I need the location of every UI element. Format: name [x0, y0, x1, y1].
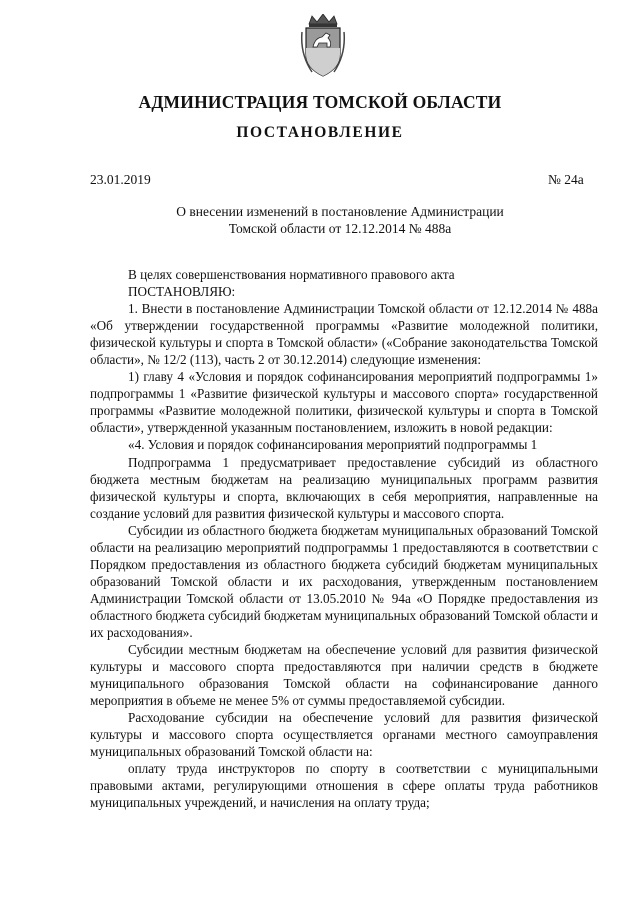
tomsk-region-coat-of-arms-icon	[300, 14, 346, 80]
resolve-heading: ПОСТАНОВЛЯЮ:	[128, 284, 236, 300]
document-subject	[0, 203, 640, 237]
document-type: ПОСТАНОВЛЕНИЕ	[236, 124, 404, 141]
subject-line-2: Томской области от 12.12.2014 № 488а	[228, 221, 452, 236]
paragraph-6: Расходование субсидии на обеспечение условий для развития физической культуры и массового спорта осуществляется органами местного самоуправления муниципальных образований Томской области на:	[90, 710, 598, 760]
paragraph-1: 1. Внести в постановление Администрации Томской области от 12.12.2014 № 488а «Об утверждении государственной программы «Развитие молодежной политики, физической культуры и спорта в Томской области» («Собрание законодательства Томской области», № 12/2 (113), часть 2 от 30.12.2014) следующие изменения:	[90, 301, 598, 368]
chapter-heading: «4. Условия и порядок софинансирования мероприятий подпрограммы 1	[128, 437, 538, 453]
preamble: В целях совершенствования нормативного правового акта	[128, 267, 455, 282]
paragraph-7: оплату труда инструкторов по спорту в соответствии с муниципальными правовыми актами, регулирующими отношения в сфере оплаты труда работников муниципальных учреждений, и начисления на оплату труда;	[90, 761, 598, 811]
paragraph-3: Подпрограмма 1 предусматривает предоставление субсидий из областного бюджета местным бюджетам на реализацию муниципальных программ развития физической культуры и спорта, включающих в себя мероприятия, направленные на создание условий для развития физической культуры и массового спорта.	[90, 454, 598, 521]
paragraph-5: Субсидии местным бюджетам на обеспечение условий для развития физической культуры и массового спорта предоставляются при наличии средств в бюджете муниципального образования Томской области на софинансирование данного мероприятия в объеме не менее 5% от суммы предоставляемой субсидии.	[90, 642, 598, 709]
paragraph-2: 1) главу 4 «Условия и порядок софинансирования мероприятий подпрограммы 1» подпрограммы 1 «Развитие физической культуры и массового спорта» государственной программы «Развитие молодежной политики, физической культуры и спорта в Томской области», утвержденной указанным постановлением, изложить в новой редакции:	[90, 369, 598, 436]
organization-title: АДМИНИСТРАЦИЯ ТОМСКОЙ ОБЛАСТИ	[138, 92, 502, 112]
paragraph-4: Субсидии из областного бюджета бюджетам муниципальных образований Томской области на реализацию мероприятий подпрограммы 1 предоставляются в соответствии с Порядком предоставления из областного бюджета субсидий бюджетам муниципальных образований Томской области и их расходования, утвержденным постановлением Администрации Томской области от 13.05.2010 № 94а «О Порядке предоставления из областного бюджета субсидий бюджетам муниципальных образований Томской области и их расходования».	[90, 522, 598, 640]
document-date: 23.01.2019	[90, 172, 151, 187]
document-number: № 24а	[548, 172, 584, 187]
subject-line-1: О внесении изменений в постановление Администрации	[176, 204, 504, 219]
document-body	[90, 266, 598, 812]
